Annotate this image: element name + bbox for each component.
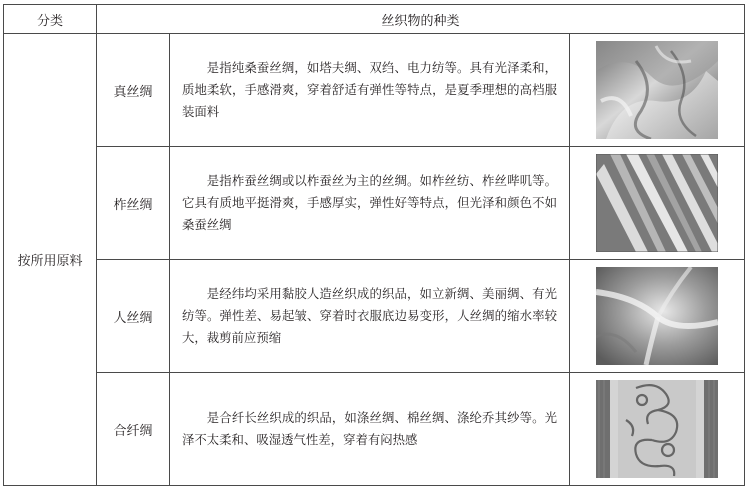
silk-name: 柞丝绸 [97,147,170,260]
description-text: 是经纬均采用黏胶人造丝织成的织品，如立新绸、美丽绸、有光纺等。弹性差、易起皱、穿着时衣服底边易变形，人丝绸的缩水率较大，裁剪前应预缩 [182,286,557,345]
image-cell [570,260,745,373]
category-cell: 按所用原料 [4,34,97,486]
table-row [4,373,745,486]
silk-types-table [3,4,745,486]
header-silk-types: 丝织物的种类 [97,5,745,34]
silk-description [170,34,570,147]
silk-name: 人丝绸 [97,260,170,373]
table-row [4,147,745,260]
table-row [4,34,745,147]
silk-crumpled-photo-icon [596,41,718,139]
table-row [4,260,745,373]
image-cell [570,34,745,147]
description-text: 是合纤长丝织成的织品，如涤丝绸、棉丝绸、涤纶乔其纱等。光泽不太柔和、吸湿透气性差，穿着有闷热感 [182,410,557,447]
header-category: 分类 [4,5,97,34]
silk-description [170,147,570,260]
silk-name: 合纤绸 [97,373,170,486]
silk-description [170,373,570,486]
silk-name: 真丝绸 [97,34,170,147]
table-header-row [4,5,745,34]
tussah-draped-photo-icon [596,154,718,252]
description-text: 是指柞蚕丝绸或以柞蚕丝为主的丝绸。如柞丝纺、柞丝哔叽等。它具有质地平挺滑爽，手感厚实，弹性好等特点，但光泽和颜色不如桑蚕丝绸 [182,173,557,232]
silk-description [170,260,570,373]
synthetic-pattern-photo-icon [596,380,718,478]
rayon-sheen-photo-icon [596,267,718,365]
description-text: 是指纯桑蚕丝绸，如塔夫绸、双绉、电力纺等。具有光泽柔和，质地柔软，手感滑爽，穿着舒适有弹性等特点，是夏季理想的高档服装面料 [182,60,557,119]
image-cell [570,147,745,260]
image-cell [570,373,745,486]
